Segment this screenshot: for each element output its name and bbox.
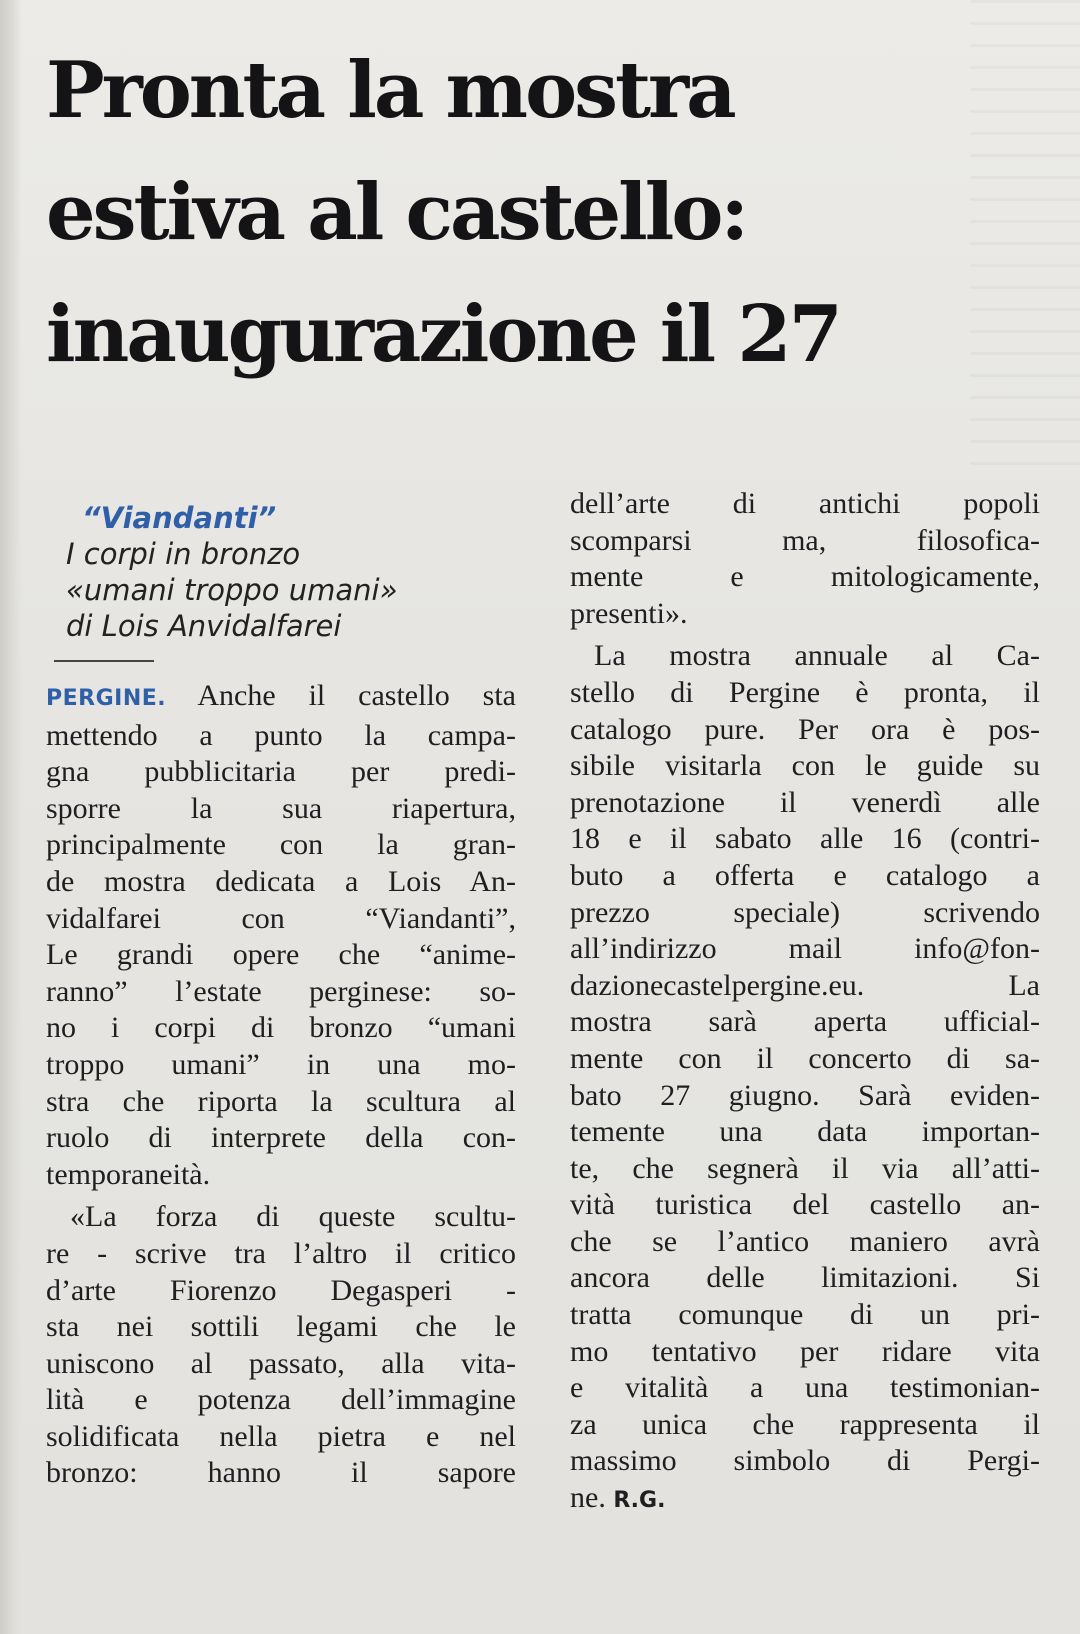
headline-line: estiva al castello: [46,167,747,258]
body-line: ancora delle limitazioni. Si [570,1261,1040,1295]
left-column [46,500,516,1492]
body-line: lità e potenza dell’immagine [46,1383,516,1417]
body-text: Anche il castello sta [166,679,516,712]
body-line: re - scrive tra l’altro il critico [46,1236,516,1270]
body-line [570,1480,1040,1520]
subtitle-line: I corpi in bronzo [66,537,301,571]
author-byline: R.G. [613,1488,666,1514]
body-line: all’indirizzo mail info@fon- [570,932,1040,966]
article-kicker: “Viandanti” [82,501,277,535]
body-text: ne. [570,1481,606,1515]
subtitle-divider [54,660,154,662]
body-line: d’arte Fiorenzo Degasperi - [46,1273,516,1307]
body-line [46,678,516,718]
body-line: solidificata nella pietra e nel [46,1419,516,1453]
body-line: mo tentativo per ridare vita [570,1334,1040,1368]
page-fold-shadow [0,0,22,1634]
body-line: principalmente con la gran- [46,828,516,862]
body-line: sta nei sottili legami che le [46,1310,516,1344]
body-paragraph-2-continued [570,486,1040,632]
body-line: buto a offerta e catalogo a [570,858,1040,892]
body-line: ruolo di interprete della con- [46,1121,516,1155]
body-line: massimo simbolo di Pergi- [570,1444,1040,1478]
dateline: PERGINE. [46,686,167,711]
body-line: sporre la sua riapertura, [46,791,516,825]
body-paragraph-3 [570,638,1040,1519]
body-line: mostra sarà aperta ufficial- [570,1005,1040,1039]
body-line: 18 e il sabato alle 16 (contri- [570,822,1040,856]
body-line: vità turistica del castello an- [570,1188,1040,1222]
body-line: uniscono al passato, alla vita- [46,1346,516,1380]
body-line: e vitalità a una testimonian- [570,1371,1040,1405]
body-line: prenotazione il venerdì alle [570,785,1040,819]
body-line: La mostra annuale al Ca- [594,639,1040,673]
body-paragraph-1 [46,678,516,1193]
headline-line: Pronta la mostra [46,45,734,136]
body-line: mente con il concerto di sa- [570,1041,1040,1075]
body-paragraph-2 [46,1199,516,1492]
article-headline [46,30,1056,396]
body-line: presenti». [570,596,688,630]
headline-line: inaugurazione il 27 [46,289,840,380]
body-line: mettendo a punto la campa- [46,718,516,752]
body-line: troppo umani” in una mo- [46,1047,516,1081]
body-line: Le grandi opere che “anime- [46,938,516,972]
body-line: stra che riporta la scultura al [46,1084,516,1118]
subtitle-line: di Lois Anvidalfarei [66,609,342,643]
body-line: de mostra dedicata a Lois An- [46,864,516,898]
body-line: no i corpi di bronzo “umani [46,1011,516,1045]
body-line: te, che segnerà il via all’atti- [570,1151,1040,1185]
body-line: temporaneità. [46,1157,211,1191]
body-line: tratta comunque di un pri- [570,1298,1040,1332]
body-line: che se l’antico maniero avrà [570,1224,1040,1258]
body-line: gna pubblicitaria per predi- [46,755,516,789]
body-line: ranno” l’estate perginese: so- [46,974,516,1008]
body-line: stello di Pergine è pronta, il [570,675,1040,709]
right-column [570,487,1040,1520]
body-line: temente una data importan- [570,1115,1040,1149]
body-line: vidalfarei con “Viandanti”, [46,901,516,935]
article-subtitle [46,536,516,644]
body-line: «La forza di queste scultu- [70,1200,516,1234]
body-line: prezzo speciale) scrivendo [570,895,1040,929]
subtitle-line: «umani troppo umani» [66,573,398,607]
body-line: za unica che rappresenta il [570,1407,1040,1441]
body-line: dell’arte di antichi popoli [570,487,1040,520]
body-line: catalogo pure. Per ora è pos- [570,712,1040,746]
body-line: sibile visitarla con le guide su [570,749,1040,783]
body-line: dazionecastelpergine.eu. La [570,968,1040,1002]
body-line: bronzo: hanno il sapore [46,1456,516,1490]
body-line: mente e mitologicamente, [570,560,1040,594]
body-line: scomparsi ma, filosofica- [570,523,1040,557]
body-line: bato 27 giugno. Sarà eviden- [570,1078,1040,1112]
